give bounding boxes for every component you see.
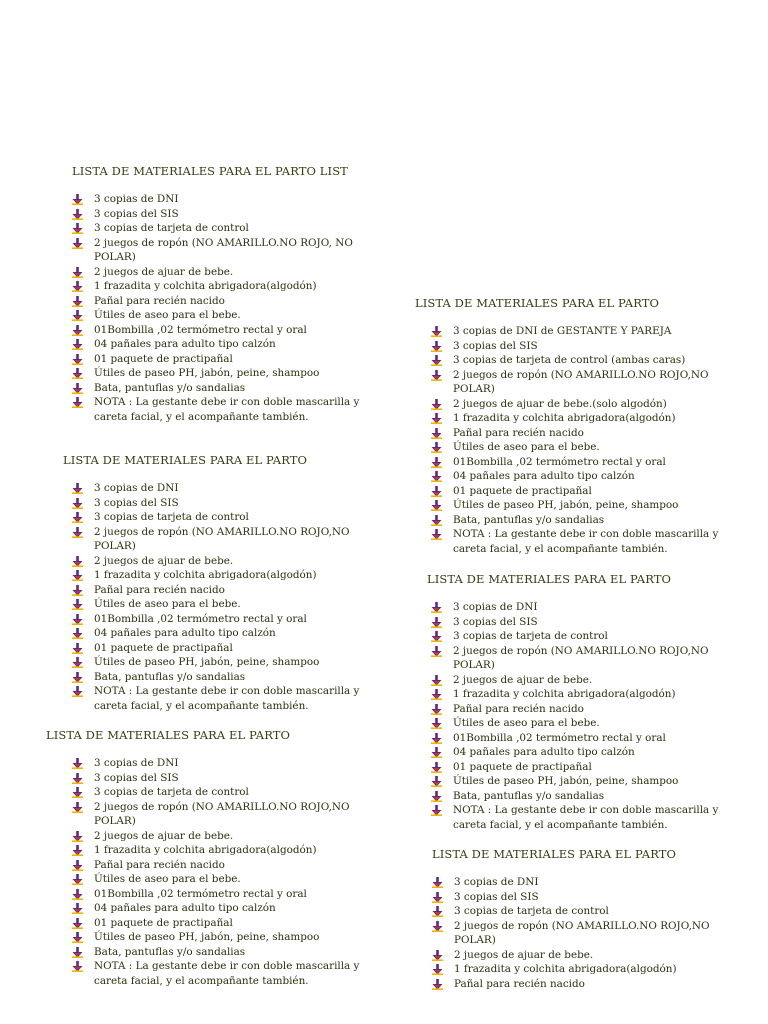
down-arrow-bullet-icon [72,556,83,567]
list-item [72,945,366,960]
list-item [72,756,366,771]
list-item-text: 3 copias del SIS [453,615,538,628]
down-arrow-bullet-icon [72,599,83,610]
list-item [432,904,732,919]
down-arrow-bullet-icon [431,602,442,613]
list-item-text: 01Bombilla ,02 termómetro rectal y oral [94,612,307,625]
list-title: LISTA DE MATERIALES PARA EL PARTO [46,728,291,742]
list-item-text: 3 copias de DNI de GESTANTE Y PAREJA [453,325,672,337]
list-item [431,760,737,775]
list-item [431,600,737,615]
list-item [431,484,735,499]
down-arrow-bullet-icon [431,617,442,628]
list-item [431,498,735,513]
list-item [72,554,363,569]
down-arrow-bullet-icon [72,845,83,856]
down-arrow-bullet-icon [431,791,442,802]
list-item [72,829,366,844]
list-item-text: 1 frazadita y colchita abrigadora(algodón) [454,963,677,975]
list-item [72,496,363,511]
down-arrow-bullet-icon [72,860,83,871]
list-item [431,339,735,354]
down-arrow-bullet-icon [431,413,442,424]
list-title: LISTA DE MATERIALES PARA EL PARTO LIST [72,164,348,178]
list-item-text: Útiles de aseo para el bebe. [94,309,241,321]
list-item [72,901,366,916]
list-item [431,397,735,412]
list-items [72,481,363,713]
down-arrow-bullet-icon [72,281,83,292]
list-items [432,875,732,991]
list-item-text: 3 copias de tarjeta de control [454,905,609,917]
list-item [72,612,363,627]
down-arrow-bullet-icon [431,631,442,642]
list-item [72,930,366,945]
list-item [431,353,735,368]
list-item-text: Útiles de aseo para el bebe. [453,441,600,453]
list-item [431,455,735,470]
down-arrow-bullet-icon [72,874,83,885]
list-item-text: 04 pañales para adulto tipo calzón [94,627,276,639]
down-arrow-bullet-icon [431,646,442,657]
list-title: LISTA DE MATERIALES PARA EL PARTO [432,847,677,861]
list-item-text: Útiles de paseo PH, jabón, peine, shampoo [94,367,320,379]
list-item [72,597,363,612]
list-item [431,440,735,455]
down-arrow-bullet-icon [431,718,442,729]
list-item-text: Bata, pantuflas y/o sandalias [453,513,605,526]
list-item-text: 3 copias de tarjeta de control [453,630,608,642]
list-item-text: Pañal para recién nacido [453,702,584,715]
list-item-text: 3 copias de DNI [94,757,179,769]
list-item-text: Pañal para recién nacido [94,294,225,307]
list-item-text: Útiles de aseo para el bebe. [94,873,241,885]
list-item [431,774,737,789]
list-item-text: NOTA : La gestante debe ir con doble mascarilla y careta facial, y el acompañante también. [94,685,360,712]
list-title: LISTA DE MATERIALES PARA EL PARTO [427,572,672,586]
list-title: LISTA DE MATERIALES PARA EL PARTO [63,453,308,467]
down-arrow-bullet-icon [431,689,442,700]
list-item-text: 2 juegos de ropón (NO AMARILLO.NO ROJO, NO POLAR) [94,236,353,263]
materials-list-6 [432,847,732,991]
down-arrow-bullet-icon [431,675,442,686]
list-item [432,977,732,992]
list-item [72,641,363,656]
list-item [431,615,737,630]
list-item-text: 2 juegos de ajuar de bebe.(solo algodón) [453,397,667,410]
down-arrow-bullet-icon [431,515,442,526]
list-item [72,771,366,786]
list-item [72,395,372,424]
list-item [72,916,366,931]
down-arrow-bullet-icon [72,354,83,365]
down-arrow-bullet-icon [72,383,83,394]
list-item-text: Bata, pantuflas y/o sandalias [453,789,605,802]
list-item-text: 01Bombilla ,02 termómetro rectal y oral [94,887,307,900]
list-item-text: NOTA : La gestante debe ir con doble mascarilla y careta facial, y el acompañante también. [94,396,360,423]
list-item [431,368,735,397]
list-item [72,525,363,554]
down-arrow-bullet-icon [431,529,442,540]
list-item [72,843,366,858]
list-item-text: Útiles de paseo PH, jabón, peine, shampoo [453,499,679,511]
list-item [431,731,737,746]
list-item-text: 3 copias del SIS [454,890,539,903]
list-item-text: Útiles de aseo para el bebe. [453,717,600,729]
list-item [72,684,363,713]
list-item [72,279,372,294]
down-arrow-bullet-icon [72,657,83,668]
down-arrow-bullet-icon [72,672,83,683]
down-arrow-bullet-icon [431,471,442,482]
list-item-text: 04 pañales para adulto tipo calzón [94,902,276,914]
list-item-text: 01 paquete de practipañal [453,484,592,497]
list-item-text: Pañal para recién nacido [94,583,225,596]
down-arrow-bullet-icon [432,921,443,932]
list-items [431,324,735,556]
down-arrow-bullet-icon [72,238,83,249]
list-item [72,510,363,525]
down-arrow-bullet-icon [72,527,83,538]
list-item-text: 2 juegos de ajuar de bebe. [94,829,234,842]
down-arrow-bullet-icon [72,918,83,929]
down-arrow-bullet-icon [72,368,83,379]
list-item [72,481,363,496]
list-item [72,959,366,988]
list-item-text: Útiles de paseo PH, jabón, peine, shampoo [94,656,320,668]
down-arrow-bullet-icon [431,704,442,715]
list-item-text: Bata, pantuflas y/o sandalias [94,945,246,958]
list-item-text: 2 juegos de ajuar de bebe. [94,265,234,278]
list-item [431,687,737,702]
list-item [72,294,372,309]
materials-list-4 [415,296,735,556]
materials-list-3 [46,728,366,988]
list-item-text: 2 juegos de ropón (NO AMARILLO.NO ROJO,NO POLAR) [94,800,350,827]
down-arrow-bullet-icon [431,326,442,337]
list-item-text: 04 pañales para adulto tipo calzón [94,338,276,350]
down-arrow-bullet-icon [431,457,442,468]
list-item [432,890,732,905]
list-item [72,221,372,236]
list-item [72,626,363,641]
list-item-text: 3 copias de tarjeta de control [94,222,249,234]
list-item-text: 04 pañales para adulto tipo calzón [453,746,635,758]
list-item-text: 1 frazadita y colchita abrigadora(algodón) [94,844,317,856]
list-item-text: 1 frazadita y colchita abrigadora(algodón) [453,688,676,700]
down-arrow-bullet-icon [72,614,83,625]
down-arrow-bullet-icon [72,498,83,509]
list-item-text: 3 copias del SIS [94,771,179,784]
list-item-text: 3 copias de DNI [454,876,539,888]
list-items [72,756,366,988]
materials-list-2 [63,453,363,713]
list-item [432,919,732,948]
list-item-text: 2 juegos de ajuar de bebe. [94,554,234,567]
down-arrow-bullet-icon [431,733,442,744]
list-item-text: 3 copias de tarjeta de control [94,511,249,523]
list-item-text: Pañal para recién nacido [453,426,584,439]
list-item-text: Pañal para recién nacido [454,977,585,990]
list-item-text: 1 frazadita y colchita abrigadora(algodón) [94,280,317,292]
list-item-text: 3 copias de DNI [94,193,179,205]
list-item-text: 2 juegos de ropón (NO AMARILLO.NO ROJO,NO POLAR) [94,525,350,552]
down-arrow-bullet-icon [72,903,83,914]
list-item-text: Útiles de aseo para el bebe. [94,598,241,610]
list-item [72,236,372,265]
list-item-text: 01 paquete de practipañal [94,352,233,365]
list-item-text: 3 copias del SIS [94,496,179,509]
down-arrow-bullet-icon [431,762,442,773]
list-item-text: Útiles de paseo PH, jabón, peine, shampoo [94,931,320,943]
down-arrow-bullet-icon [432,906,443,917]
list-item [431,324,735,339]
down-arrow-bullet-icon [432,950,443,961]
list-item [432,962,732,977]
down-arrow-bullet-icon [72,831,83,842]
down-arrow-bullet-icon [72,585,83,596]
down-arrow-bullet-icon [431,486,442,497]
list-item [72,872,366,887]
list-item [431,803,737,832]
list-item-text: 01 paquete de practipañal [453,760,592,773]
list-item [72,265,372,280]
list-item-text: Pañal para recién nacido [94,858,225,871]
list-item [431,644,737,673]
list-item [431,469,735,484]
list-item [72,670,363,685]
list-item-text: 01Bombilla ,02 termómetro rectal y oral [453,455,666,468]
list-item [72,207,372,222]
list-item [432,948,732,963]
list-item [72,568,363,583]
list-item-text: 3 copias del SIS [94,207,179,220]
list-item [72,352,372,367]
list-item-text: 04 pañales para adulto tipo calzón [453,470,635,482]
down-arrow-bullet-icon [72,932,83,943]
down-arrow-bullet-icon [431,428,442,439]
list-item-text: 1 frazadita y colchita abrigadora(algodón) [453,412,676,424]
down-arrow-bullet-icon [72,209,83,220]
list-item-text: 3 copias de DNI [94,482,179,494]
down-arrow-bullet-icon [431,341,442,352]
down-arrow-bullet-icon [431,776,442,787]
list-item-text: NOTA : La gestante debe ir con doble mascarilla y careta facial, y el acompañante también. [453,528,719,555]
list-item-text: Bata, pantuflas y/o sandalias [94,381,246,394]
down-arrow-bullet-icon [72,339,83,350]
down-arrow-bullet-icon [431,399,442,410]
down-arrow-bullet-icon [72,889,83,900]
list-item [431,426,735,441]
list-item [72,858,366,873]
down-arrow-bullet-icon [72,570,83,581]
down-arrow-bullet-icon [432,877,443,888]
list-item-text: 01Bombilla ,02 termómetro rectal y oral [94,323,307,336]
list-item-text: 2 juegos de ropón (NO AMARILLO.NO ROJO,NO POLAR) [453,644,709,671]
list-item-text: 3 copias de DNI [453,601,538,613]
list-item [431,745,737,760]
list-items [431,600,737,832]
down-arrow-bullet-icon [72,787,83,798]
list-item [431,716,737,731]
list-item-text: Bata, pantuflas y/o sandalias [94,670,246,683]
down-arrow-bullet-icon [431,442,442,453]
down-arrow-bullet-icon [72,296,83,307]
down-arrow-bullet-icon [72,267,83,278]
list-item-text: 3 copias de tarjeta de control (ambas caras) [453,354,686,366]
down-arrow-bullet-icon [431,355,442,366]
down-arrow-bullet-icon [432,979,443,990]
list-item [72,887,366,902]
list-item-text: 2 juegos de ropón (NO AMARILLO.NO ROJO,NO POLAR) [454,919,710,946]
down-arrow-bullet-icon [432,892,443,903]
list-item [431,629,737,644]
list-item [72,583,363,598]
down-arrow-bullet-icon [431,747,442,758]
list-item [431,527,735,556]
list-item-text: 3 copias de tarjeta de control [94,786,249,798]
list-item [432,875,732,890]
down-arrow-bullet-icon [72,643,83,654]
down-arrow-bullet-icon [72,947,83,958]
list-item-text: Útiles de paseo PH, jabón, peine, shampoo [453,775,679,787]
down-arrow-bullet-icon [72,223,83,234]
materials-list-1 [72,164,372,424]
down-arrow-bullet-icon [431,500,442,511]
down-arrow-bullet-icon [72,512,83,523]
list-item [72,785,366,800]
list-item-text: 3 copias del SIS [453,339,538,352]
down-arrow-bullet-icon [72,628,83,639]
list-item [72,655,363,670]
down-arrow-bullet-icon [72,325,83,336]
list-item [431,789,737,804]
down-arrow-bullet-icon [72,194,83,205]
list-item [72,800,366,829]
list-item-text: 01Bombilla ,02 termómetro rectal y oral [453,731,666,744]
down-arrow-bullet-icon [72,310,83,321]
list-item [431,411,735,426]
list-item [72,192,372,207]
list-item [72,323,372,338]
list-item [72,381,372,396]
list-item [72,337,372,352]
list-item [72,308,372,323]
down-arrow-bullet-icon [431,805,442,816]
list-item-text: NOTA : La gestante debe ir con doble mascarilla y careta facial, y el acompañante también. [453,804,719,831]
list-item [431,673,737,688]
list-item-text: 2 juegos de ajuar de bebe. [454,948,594,961]
down-arrow-bullet-icon [431,370,442,381]
list-items [72,192,372,424]
list-item [72,366,372,381]
list-item-text: 01 paquete de practipañal [94,641,233,654]
materials-list-5 [427,572,737,832]
list-item-text: 2 juegos de ajuar de bebe. [453,673,593,686]
list-title: LISTA DE MATERIALES PARA EL PARTO [415,296,660,310]
down-arrow-bullet-icon [72,758,83,769]
down-arrow-bullet-icon [72,961,83,972]
down-arrow-bullet-icon [432,964,443,975]
down-arrow-bullet-icon [72,802,83,813]
list-item [431,513,735,528]
down-arrow-bullet-icon [72,483,83,494]
list-item [431,702,737,717]
down-arrow-bullet-icon [72,397,83,408]
down-arrow-bullet-icon [72,773,83,784]
list-item-text: NOTA : La gestante debe ir con doble mascarilla y careta facial, y el acompañante también. [94,960,360,987]
list-item-text: 1 frazadita y colchita abrigadora(algodón) [94,569,317,581]
down-arrow-bullet-icon [72,686,83,697]
list-item-text: 2 juegos de ropón (NO AMARILLO.NO ROJO,NO POLAR) [453,368,709,395]
list-item-text: 01 paquete de practipañal [94,916,233,929]
